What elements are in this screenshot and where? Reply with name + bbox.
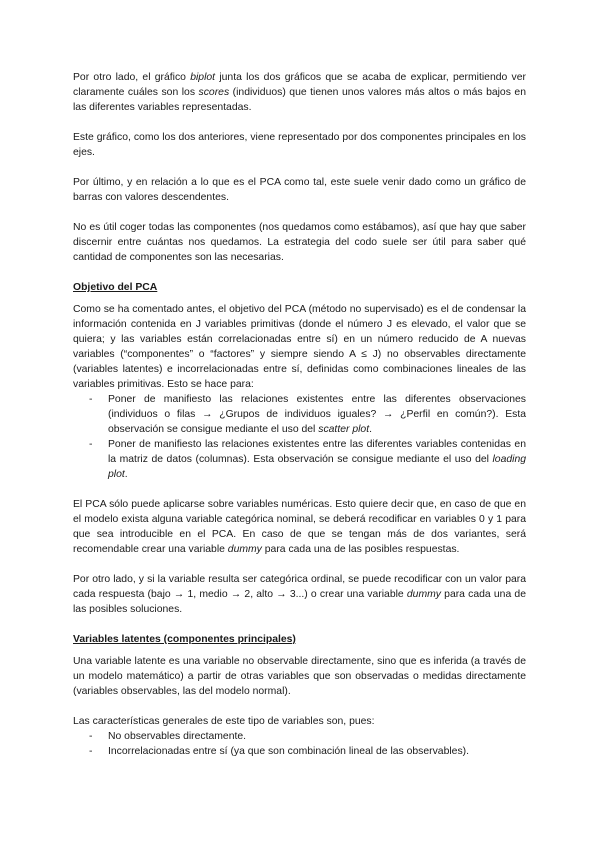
list-item: - Incorrelacionadas entre sí (ya que son combinación lineal de las observables). — [73, 744, 526, 759]
list-item: - Poner de manifiesto las relaciones existentes entre las diferentes observaciones (individuos o filas → ¿Grupos de individuos iguales? → ¿Perfil en común?). Esta observación se consigue mediante el uso del scatter plot. — [73, 392, 526, 437]
caracteristicas-list — [73, 729, 526, 759]
paragraph-biplot: Por otro lado, el gráfico biplot junta los dos gráficos que se acaba de explicar, permitiendo ver claramente cuáles son los scores (individuos) que tienen unos valores más altos o más bajos en las diferentes variables representadas. — [73, 72, 526, 113]
list-item: - Poner de manifiesto las relaciones existentes entre las diferentes variables contenidas en la matriz de datos (columnas). Esta observación se consigue mediante el uso del loading plot. — [73, 437, 526, 482]
heading-objetivo-pca: Objetivo del PCA — [73, 282, 158, 293]
paragraph-numericas: El PCA sólo puede aplicarse sobre variables numéricas. Esto quiere decir que, en caso de que en el modelo exista alguna variable categórica nominal, se deberá recodificar en variables 0 y 1 para que sea introducible en el PCA. En caso de que se tengan más de dos variantes, será recomendable crear una variable dummy para cada una de las posibles respuestas. — [73, 499, 526, 555]
paragraph-grafico: Este gráfico, como los dos anteriores, viene representado por dos componentes principales en los ejes. — [73, 132, 526, 158]
paragraph-componentes: No es útil coger todas las componentes (nos quedamos como estábamos), así que hay que saber discernir entre cuántas nos quedamos. La estrategia del codo suele ser útil para saber qué cantidad de componentes son las necesarias. — [73, 222, 526, 263]
paragraph-ultimo: Por último, y en relación a lo que es el PCA como tal, este suele venir dado como un gráfico de barras con valores descendentes. — [73, 177, 526, 203]
objetivo-list — [73, 392, 526, 482]
biplot-term: biplot — [190, 72, 216, 83]
heading-variables-latentes: Variables latentes (componentes principales) — [73, 634, 296, 645]
paragraph-ordinal: Por otro lado, y si la variable resulta ser categórica ordinal, se puede recodificar con un valor para cada respuesta (bajo → 1, medio → 2, alto → 3...) o crear una variable dummy para cada una de las posibles soluciones. — [73, 574, 526, 615]
document-body — [73, 70, 526, 774]
list-item: - No observables directamente. — [73, 729, 526, 744]
paragraph-caracteristicas: Las características generales de este tipo de variables son, pues: — [73, 716, 375, 727]
scores-term: scores — [198, 87, 230, 98]
paragraph-variable-latente: Una variable latente es una variable no observable directamente, sino que es inferida (a través de un modelo matemático) a partir de otras variables que son observadas o medidas directamente (variables observables, las del modelo normal). — [73, 656, 526, 697]
paragraph-objetivo-intro: Como se ha comentado antes, el objetivo del PCA (método no supervisado) es el de condensar la información contenida en J variables primitivas (donde el número J es elevado, el valor que se quiera; y las variables están correlacionadas entre sí) en un número reducido de A nuevas variables (“componentes” o “factores” y siempre siendo A ≤ J) no observables directamente (variables latentes) e incorrelacionadas entre sí, definidas como combinaciones lineales de las variables primitivas. Esto se hace para: — [73, 304, 526, 390]
